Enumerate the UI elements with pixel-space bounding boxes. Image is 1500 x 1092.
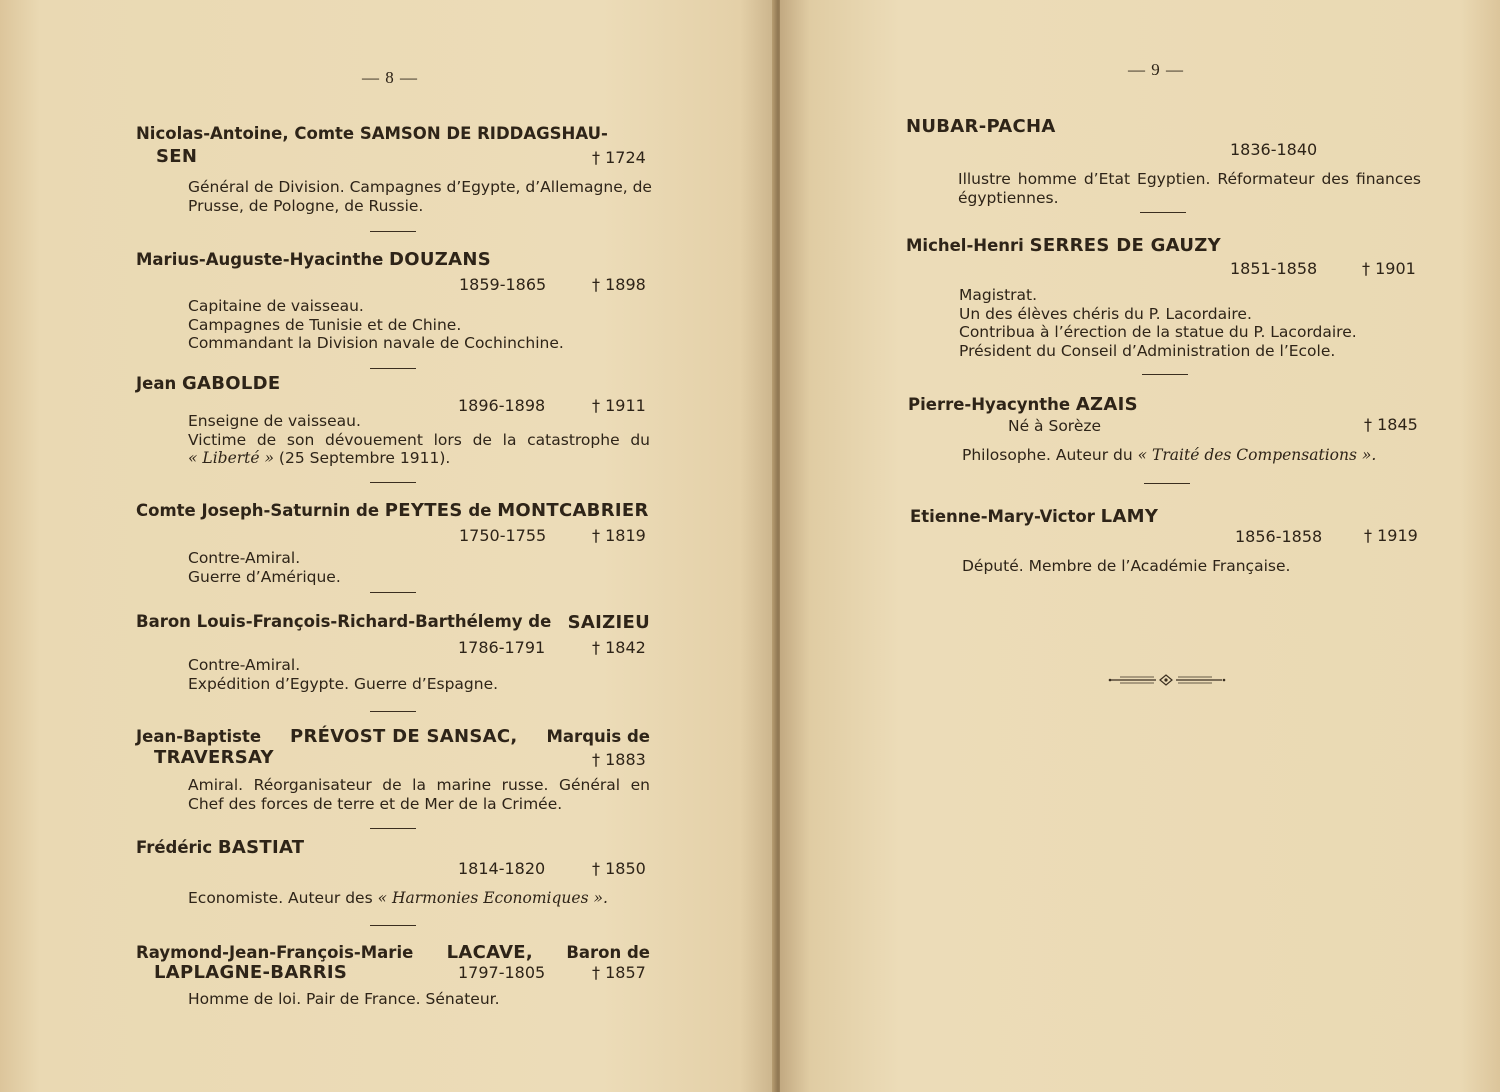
entry-name-continued: LAPLAGNE-BARRIS	[154, 962, 348, 983]
tailpiece-ornament-icon	[1108, 672, 1228, 688]
separator-rule	[1144, 483, 1190, 484]
entry-name: Jean GABOLDE	[136, 373, 281, 394]
death-year: † 1850	[592, 859, 646, 878]
death-year: † 1911	[592, 396, 646, 415]
entry-description: Capitaine de vaisseau. Campagnes de Tunisie et de Chine. Commandant la Division navale de Cochinchine.	[188, 297, 564, 352]
entry-description: Contre-Amiral. Expédition d’Egypte. Guerre d’Espagne.	[188, 656, 499, 693]
entry-description: Député. Membre de l’Académie Française.	[962, 557, 1291, 575]
entry-name: Raymond-Jean-François-Marie LACAVE, Baron de	[136, 942, 650, 963]
separator-rule	[370, 828, 416, 829]
entry-description: Amiral. Réorganisateur de la marine russe. Général en Chef des forces de terre et de Mer de la Crimée.	[188, 776, 650, 813]
separator-rule	[370, 368, 416, 369]
separator-rule	[370, 711, 416, 712]
death-year: † 1842	[592, 638, 646, 657]
page-number: — 9 —	[1128, 60, 1184, 79]
separator-rule	[370, 231, 416, 232]
entry-description: Homme de loi. Pair de France. Sénateur.	[188, 990, 500, 1008]
entry-name-continued: SEN	[156, 146, 198, 167]
death-year: † 1901	[1362, 259, 1416, 278]
entry-name: Michel-Henri SERRES DE GAUZY	[906, 235, 1221, 256]
death-year: † 1819	[592, 526, 646, 545]
attendance-dates: 1859-1865	[459, 275, 547, 294]
entry-name: Pierre-Hyacynthe AZAIS	[908, 394, 1138, 415]
attendance-dates: 1750-1755	[459, 526, 547, 545]
attendance-dates: 1851-1858	[1230, 259, 1318, 278]
death-year: † 1857	[592, 963, 646, 982]
entry-description: Illustre homme d’Etat Egyptien. Réformateur des finances égyptiennes.	[958, 170, 1421, 207]
separator-rule	[1142, 374, 1188, 375]
right-page	[780, 0, 1500, 1092]
attendance-dates: 1836-1840	[1230, 140, 1318, 159]
entry-description: Enseigne de vaisseau. Victime de son dévouement lors de la catastrophe du « Liberté » (25 Septembre 1911).	[188, 412, 650, 467]
attendance-dates: 1786-1791	[458, 638, 546, 657]
attendance-dates: 1896-1898	[458, 396, 546, 415]
entry-description: Contre-Amiral. Guerre d’Amérique.	[188, 549, 341, 586]
birthplace: Né à Sorèze	[1008, 417, 1102, 435]
entry-name: Jean-Baptiste PRÉVOST DE SANSAC, Marquis de	[136, 726, 650, 747]
entry-description: Magistrat. Un des élèves chéris du P. Lacordaire. Contribua à l’érection de la statue du P. Lacordaire. Président du Conseil d’Administration de l’Ecole.	[959, 286, 1357, 360]
entry-description: Général de Division. Campagnes d’Egypte, d’Allemagne, de Prusse, de Pologne, de Russie.	[188, 178, 652, 215]
death-year: † 1724	[592, 148, 646, 167]
death-year: † 1898	[592, 275, 646, 294]
entry-name: Frédéric BASTIAT	[136, 837, 305, 858]
attendance-dates: 1856-1858	[1235, 527, 1323, 546]
page-number: — 8 —	[362, 68, 418, 87]
entry-description: Philosophe. Auteur du « Traité des Compensations ».	[962, 446, 1377, 464]
entry-name: Nicolas-Antoine, Comte SAMSON DE RIDDAGSHAU-	[136, 124, 608, 143]
attendance-dates: 1814-1820	[458, 859, 546, 878]
separator-rule	[1140, 212, 1186, 213]
death-year: † 1919	[1364, 526, 1418, 545]
attendance-dates: 1797-1805	[458, 963, 546, 982]
separator-rule	[370, 482, 416, 483]
entry-name: NUBAR-PACHA	[906, 116, 1056, 137]
entry-name-continued: TRAVERSAY	[154, 747, 274, 768]
separator-rule	[370, 592, 416, 593]
separator-rule	[370, 925, 416, 926]
death-year: † 1845	[1364, 415, 1418, 434]
death-year: † 1883	[592, 750, 646, 769]
entry-name: Baron Louis-François-Richard-Barthélemy de SAIZIEU	[136, 612, 650, 633]
entry-name: Marius-Auguste-Hyacinthe DOUZANS	[136, 249, 492, 270]
entry-name: Comte Joseph-Saturnin de PEYTES de MONTCABRIER	[136, 500, 649, 521]
entry-name: Etienne-Mary-Victor LAMY	[910, 506, 1159, 527]
entry-description: Economiste. Auteur des « Harmonies Economiques ».	[188, 889, 608, 907]
